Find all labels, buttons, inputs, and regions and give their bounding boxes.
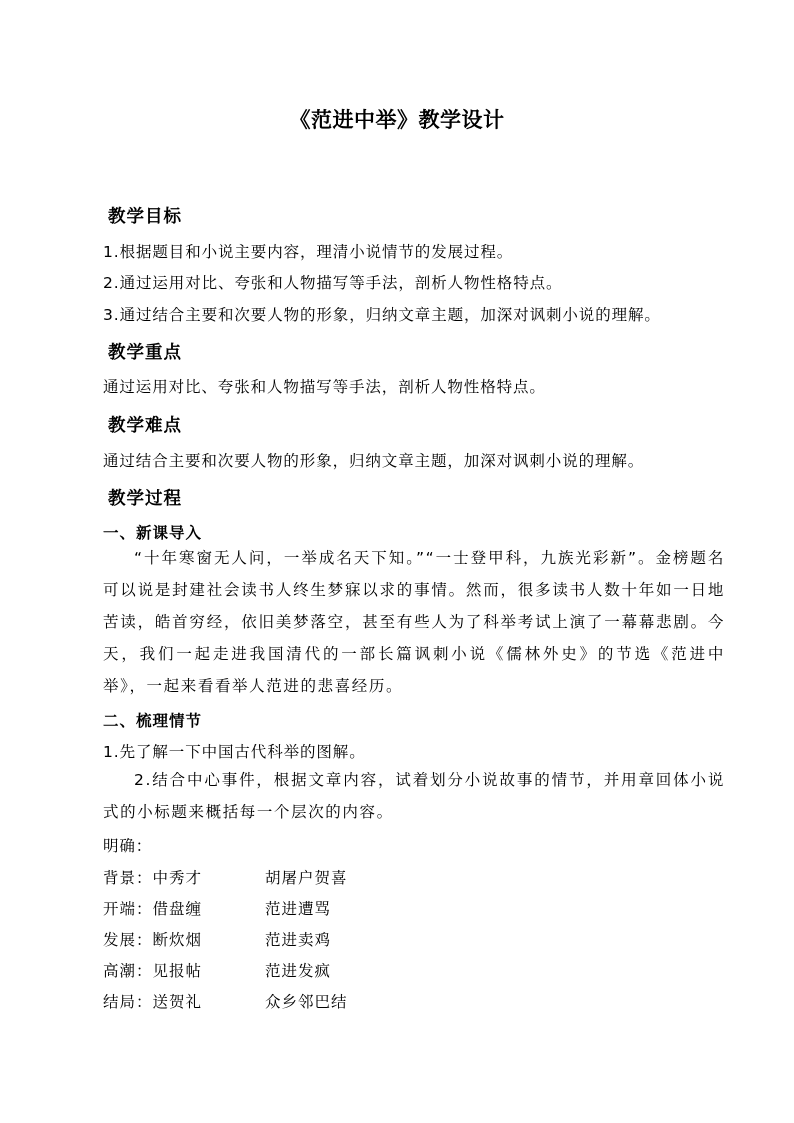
plot-stage: 开端：借盘缠 xyxy=(103,900,203,918)
plot-row xyxy=(103,897,331,919)
plot-event: 范进卖鸡 xyxy=(265,931,332,949)
plot-row xyxy=(103,866,348,888)
key-point-heading: 教学重点 xyxy=(108,343,182,363)
plot-row xyxy=(103,990,348,1012)
document-title: 《范进中举》教学设计 xyxy=(289,108,505,132)
section-1-title: 一、新课导入 xyxy=(103,524,203,542)
plot-event: 众乡邻巴结 xyxy=(265,993,348,1011)
plot-stage: 结局：送贺礼 xyxy=(103,993,203,1011)
key-point-text: 通过运用对比、夸张和人物描写等手法，剖析人物性格特点。 xyxy=(103,378,546,396)
section-2-item-2: 2.结合中心事件，根据文章内容，试着划分小说故事的情节，并用章回体小说式的小标题来概括每一个层次的内容。 xyxy=(103,771,725,821)
section-2-title: 二、梳理情节 xyxy=(103,712,203,730)
section-2-item-1-text: 1.先了解一下中国古代科举的图解。 xyxy=(103,743,366,761)
objective-item-1: 1.根据题目和小说主要内容，理清小说情节的发展过程。 xyxy=(103,243,514,261)
plot-event: 范进发疯 xyxy=(265,962,332,980)
plot-stage: 高潮：见报帖 xyxy=(103,962,203,980)
plot-row xyxy=(103,959,331,981)
section-1-paragraph: “十年寒窗无人问，一举成名天下知。”“一士登甲科，九族光彩新”。金榜题名可以说是封建社会读书人终生梦寐以求的事情。然而，很多读书人数十年如一日地苦读，皓首穷经，依旧美梦落空，甚至有些人为了科举考试上演了一幕幕悲剧。今天，我们一起走进我国清代的一部长篇讽刺小说《儒林外史》的节选《范进中举》，一起来看看举人范进的悲喜经历。 xyxy=(103,549,725,695)
plot-event: 范进遭骂 xyxy=(265,900,332,918)
section-2-item-1 xyxy=(103,740,366,762)
answer-label: 明确： xyxy=(103,837,153,855)
objectives-heading: 教学目标 xyxy=(108,207,182,227)
plot-stage: 发展：断炊烟 xyxy=(103,931,203,949)
objective-item-3: 3.通过结合主要和次要人物的形象，归纳文章主题，加深对讽刺小说的理解。 xyxy=(103,306,661,324)
objective-item-2: 2.通过运用对比、夸张和人物描写等手法，剖析人物性格特点。 xyxy=(103,274,563,292)
plot-stage: 背景：中秀才 xyxy=(103,869,203,887)
difficulty-text: 通过结合主要和次要人物的形象，归纳文章主题，加深对讽刺小说的理解。 xyxy=(103,452,645,470)
plot-event: 胡屠户贺喜 xyxy=(265,869,348,887)
difficulty-heading: 教学难点 xyxy=(108,416,182,436)
process-heading: 教学过程 xyxy=(108,489,182,509)
plot-row xyxy=(103,928,331,950)
